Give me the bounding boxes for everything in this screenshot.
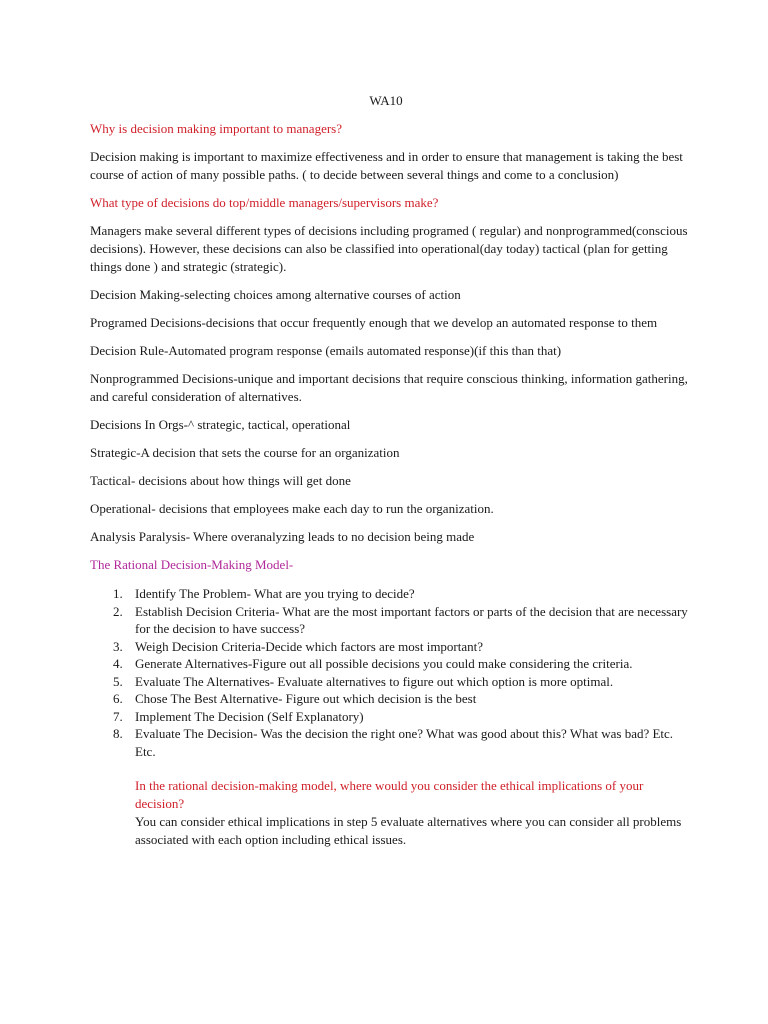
document-page bbox=[90, 92, 690, 849]
step-text: Identify The Problem- What are you trying to decide? bbox=[135, 586, 415, 601]
question-why-decision-making: Why is decision making important to managers? bbox=[90, 121, 342, 136]
step-number: 7. bbox=[113, 708, 123, 724]
list-item bbox=[113, 638, 690, 656]
paragraph-nonprogrammed-decisions: Nonprogrammed Decisions-unique and important decisions that require conscious thinking, information gathering, and careful consideration of alternatives. bbox=[90, 371, 688, 404]
ethics-section bbox=[135, 777, 690, 849]
answer-why-decision-making: Decision making is important to maximize effectiveness and in order to ensure that management is taking the best course of action of many possible paths. ( to decide between several things and come to a conclusion) bbox=[90, 149, 683, 182]
paragraph-programed-decisions: Programed Decisions-decisions that occur frequently enough that we develop an automated response to them bbox=[90, 315, 658, 330]
paragraph-decision-making-definition: Decision Making-selecting choices among alternative courses of action bbox=[90, 287, 461, 302]
list-item bbox=[113, 673, 690, 691]
rational-model-steps bbox=[90, 585, 690, 760]
step-text: Establish Decision Criteria- What are the most important factors or parts of the decision that are necessary for the decision to have success? bbox=[135, 603, 688, 636]
step-number: 2. bbox=[113, 603, 123, 619]
question-types-of-decisions: What type of decisions do top/middle managers/supervisors make? bbox=[90, 195, 439, 210]
paragraph-tactical: Tactical- decisions about how things will get done bbox=[90, 473, 351, 488]
step-text: Generate Alternatives-Figure out all possible decisions you could make considering the criteria. bbox=[135, 656, 633, 671]
paragraph-decision-types: Managers make several different types of decisions including programed ( regular) and nonprogrammed(conscious decisions). However, these decisions can also be classified into operational(day today) tactical (plan for getting things done ) and strategic (strategic). bbox=[90, 223, 688, 274]
list-item bbox=[113, 603, 690, 638]
paragraph-decision-rule: Decision Rule-Automated program response (emails automated response)(if this than that) bbox=[90, 343, 562, 358]
step-text: Evaluate The Alternatives- Evaluate alternatives to figure out which option is more optimal. bbox=[135, 673, 614, 689]
list-item bbox=[113, 585, 690, 603]
document-title: WA10 bbox=[369, 93, 403, 108]
question-ethical-implications: In the rational decision-making model, where would you consider the ethical implications of your decision? bbox=[135, 778, 644, 811]
paragraph-operational: Operational- decisions that employees make each day to run the organization. bbox=[90, 501, 494, 516]
list-item bbox=[113, 655, 690, 673]
step-number: 5. bbox=[113, 673, 123, 689]
step-text: Chose The Best Alternative- Figure out which decision is the best bbox=[135, 691, 477, 706]
step-number: 4. bbox=[113, 656, 123, 671]
step-number: 1. bbox=[113, 586, 123, 601]
step-text: Weigh Decision Criteria-Decide which factors are most important? bbox=[135, 638, 484, 654]
step-text: Implement The Decision (Self Explanatory) bbox=[135, 708, 364, 724]
paragraph-decisions-in-orgs: Decisions In Orgs-^ strategic, tactical, operational bbox=[90, 417, 351, 432]
paragraph-strategic: Strategic-A decision that sets the course for an organization bbox=[90, 445, 400, 460]
step-number: 6. bbox=[113, 691, 123, 706]
step-number: 8. bbox=[113, 726, 123, 741]
list-item bbox=[113, 708, 690, 726]
list-item bbox=[113, 690, 690, 708]
answer-ethical-implications: You can consider ethical implications in step 5 evaluate alternatives where you can consider all problems associated with each option including ethical issues. bbox=[135, 814, 682, 847]
step-number: 3. bbox=[113, 638, 123, 654]
list-item bbox=[113, 725, 690, 760]
rational-model-heading: The Rational Decision-Making Model- bbox=[90, 557, 294, 572]
step-text: Evaluate The Decision- Was the decision the right one? What was good about this? What was bad? Etc. Etc. bbox=[135, 726, 674, 759]
paragraph-analysis-paralysis: Analysis Paralysis- Where overanalyzing leads to no decision being made bbox=[90, 529, 475, 544]
